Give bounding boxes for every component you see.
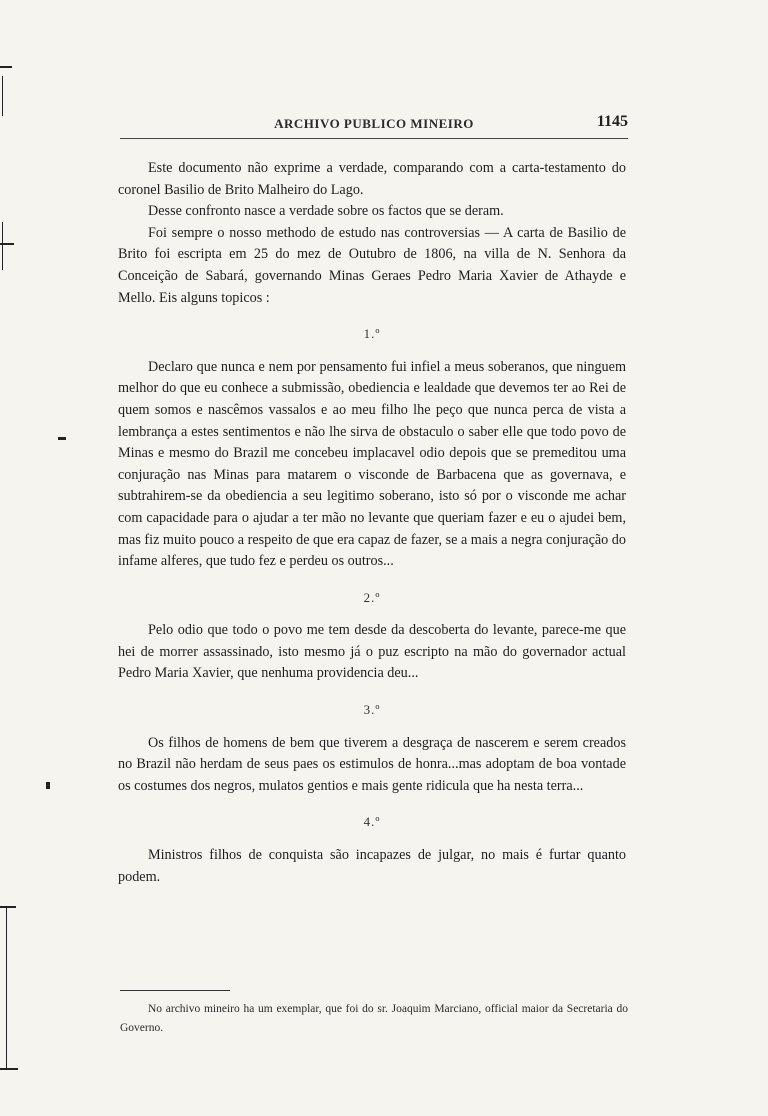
section-paragraph: Declaro que nunca e nem por pensamento fui infiel a meus soberanos, que ninguem melhor do que eu conhece a submissão, obediencia e lealdade que devemos ter ao Rei de quem somos e nascêmos vassalos e ao meu filho lhe peço que nunca perca de vista a lembrança a estes sentimentos e não lhe sirva de obstaculo o saber elle que todo povo de Minas e mesmo do Brazil me concebeu implacavel odio depois que se premeditou uma conjuração nas Minas para matarem o visconde de Barbacena que as governava, e subtrahirem-se da obediencia a seu legitimo soberano, isto só por o visconde me achar com capacidade para o ajudar a ter mão no levante que queriam fazer e eu o ajudei bem, mas fiz muito pouco a respeito de que era capaz de fazer, se a mais a negra conjuração do infame alferes, que tudo fez e perdeu os outros... bbox=[118, 358, 626, 570]
page-number: 1145 bbox=[596, 113, 628, 130]
section-paragraph: Os filhos de homens de bem que tiverem a desgraça de nascerem e serem creados no Brazil não herdam de seus paes os estimulos de honra...mas adoptam de boa vontade os costumes dos negros, mulatos gentios e mais gente ridicula que ha nesta terra... bbox=[118, 734, 626, 794]
margin-mark bbox=[0, 66, 12, 68]
intro-paragraph: Foi sempre o nosso methodo de estudo nas controversias — A carta de Basilio de Brito foi escripta em 25 do mez de Outubro de 1806, na villa de N. Senhora da Conceição de Sabará, governando Minas Geraes Pedro Maria Xavier de Athayde e Mello. Eis alguns topicos : bbox=[118, 224, 626, 306]
section-number: 4.º bbox=[363, 814, 381, 830]
body-text bbox=[118, 158, 626, 888]
section-number: 2.º bbox=[363, 589, 381, 605]
footnote-rule bbox=[120, 990, 230, 991]
section-number: 3.º bbox=[363, 702, 381, 718]
running-header bbox=[120, 113, 628, 138]
margin-mark bbox=[0, 906, 16, 908]
margin-mark bbox=[0, 1068, 18, 1070]
margin-mark bbox=[58, 437, 66, 440]
section-paragraph: Pelo odio que todo o povo me tem desde da descoberta do levante, parece-me que hei de morrer assassinado, isto mesmo já o puz escripto na mão do governador actual Pedro Maria Xavier, que nenhuma providencia deu... bbox=[118, 622, 626, 682]
intro-paragraph: Desse confronto nasce a verdade sobre os factos que se deram. bbox=[148, 203, 504, 220]
running-title: ARCHIVO PUBLICO MINEIRO bbox=[274, 116, 474, 131]
footnote bbox=[120, 1000, 628, 1038]
margin-mark bbox=[2, 76, 3, 116]
margin-mark bbox=[6, 908, 7, 1068]
section-paragraph: Ministros filhos de conquista são incapazes de julgar, no mais é furtar quanto podem. bbox=[118, 847, 626, 885]
footnote-text: No archivo mineiro ha um exemplar, que foi do sr. Joaquim Marciano, official maior da Secretaria do Governo. bbox=[120, 1003, 628, 1034]
section-number: 1.º bbox=[363, 326, 381, 342]
intro-paragraph: Este documento não exprime a verdade, comparando com a carta-testamento do coronel Basilio de Brito Malheiro do Lago. bbox=[118, 160, 626, 198]
header-rule bbox=[120, 138, 628, 139]
margin-mark bbox=[46, 782, 50, 789]
margin-mark bbox=[2, 222, 3, 270]
